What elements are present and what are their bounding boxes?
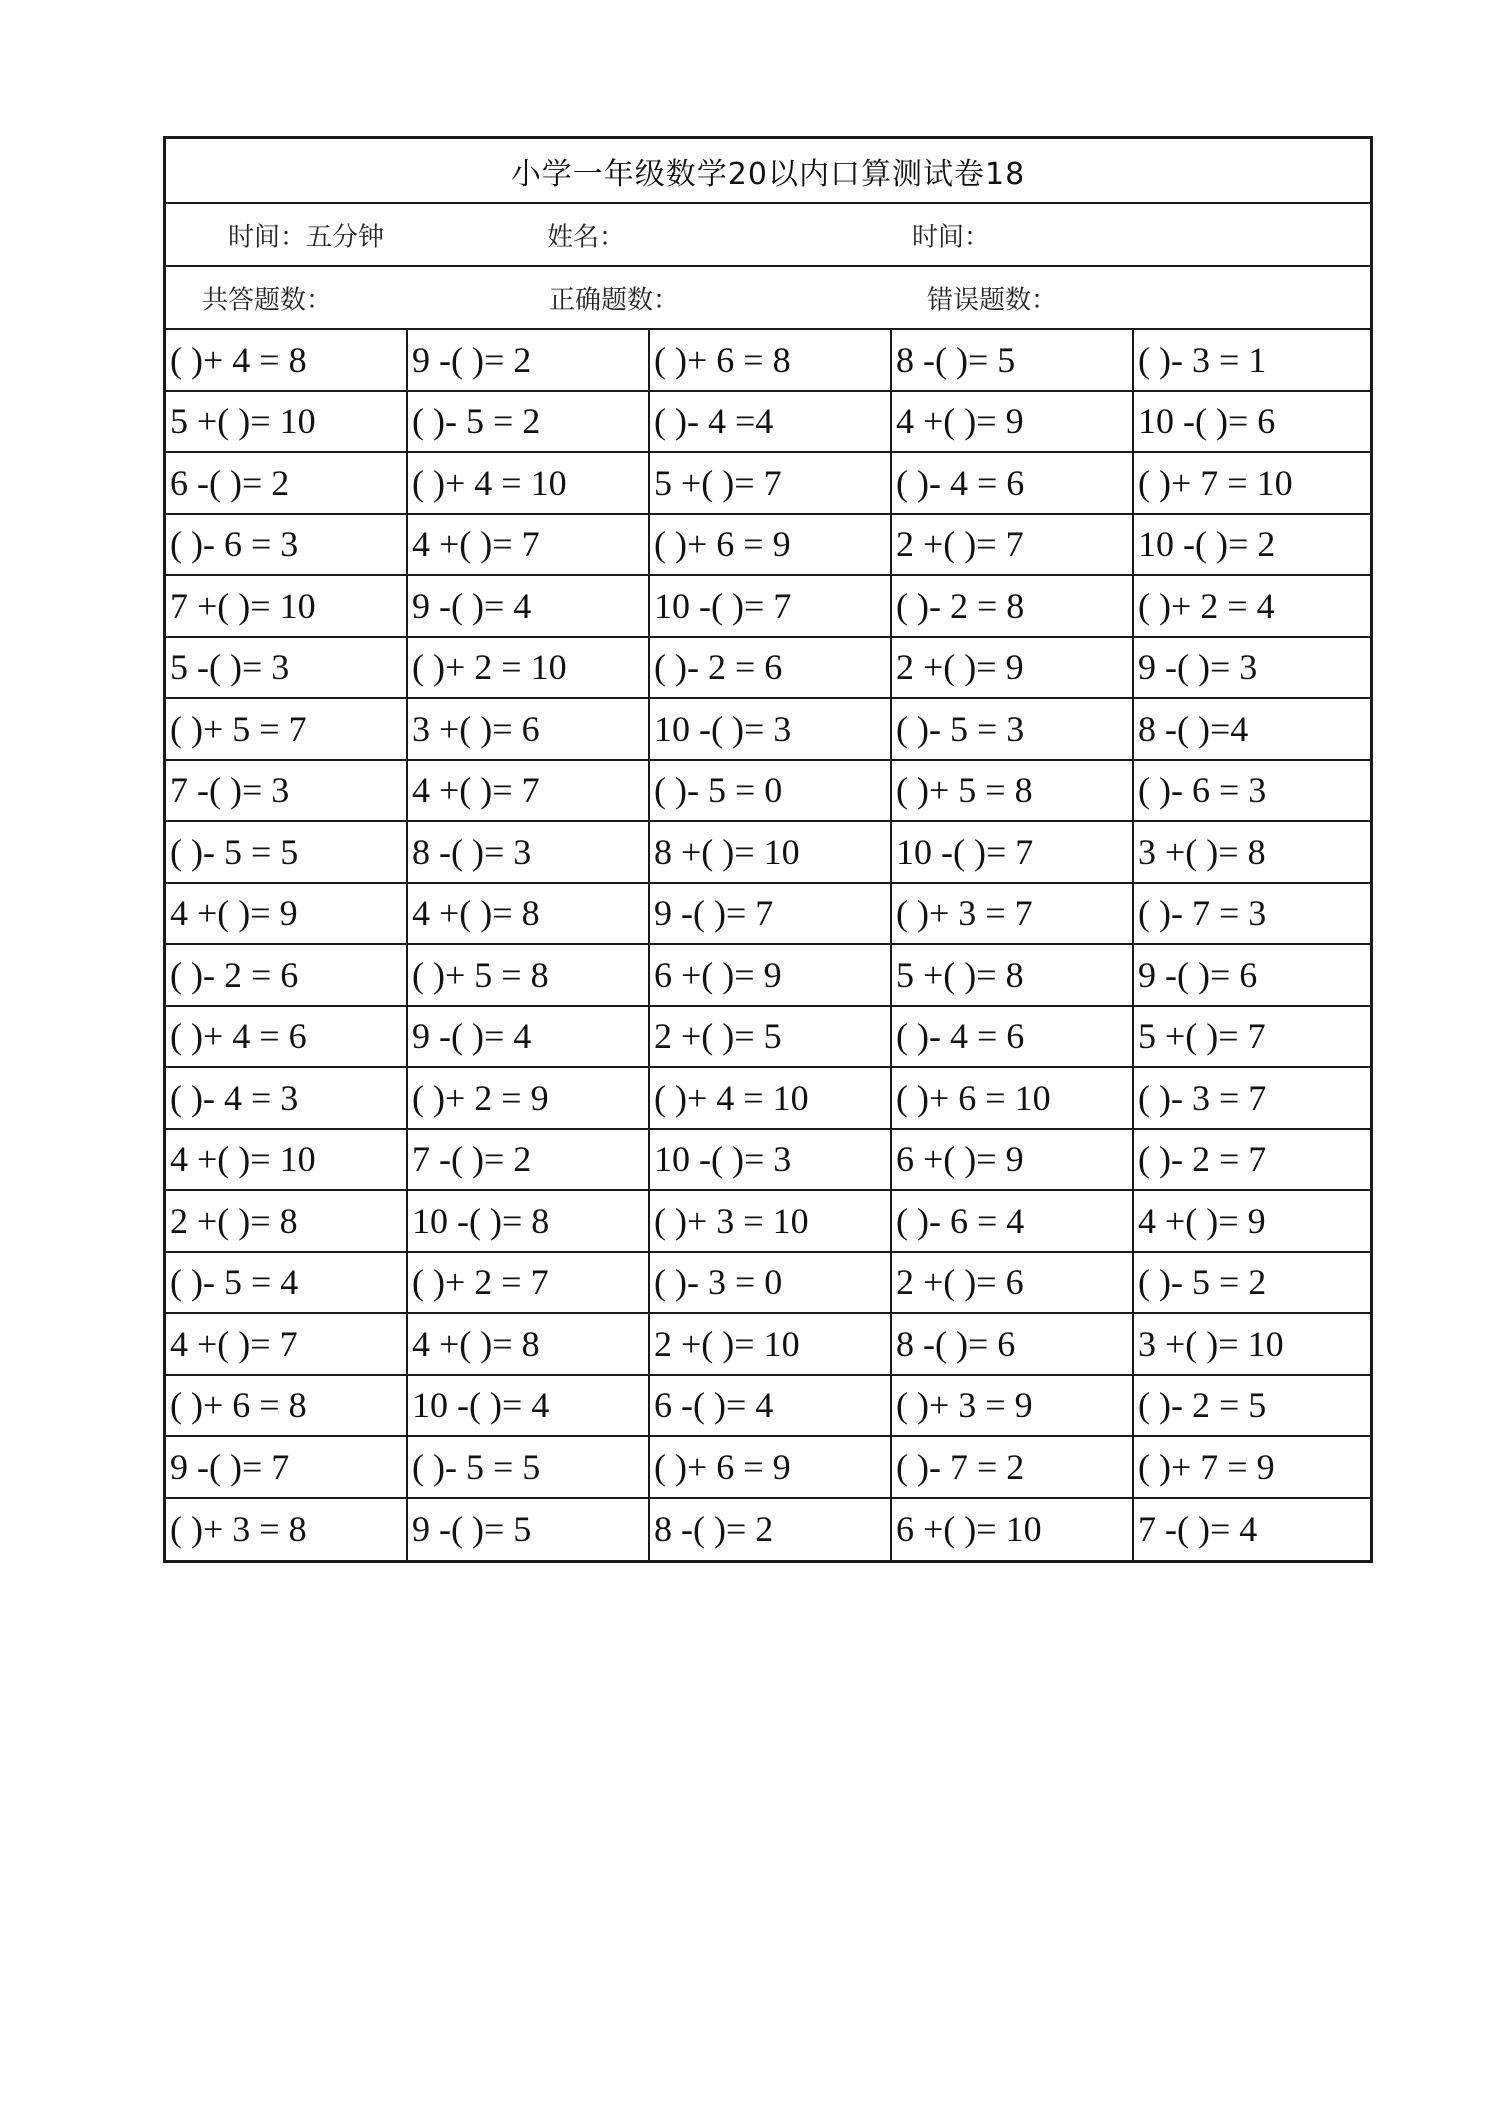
- problem-cell: ( )+ 2 = 10: [408, 638, 650, 700]
- problem-cell: ( )- 5 = 2: [1134, 1253, 1370, 1315]
- problem-cell: ( )- 5 = 3: [892, 699, 1134, 761]
- problem-cell: 8 +( )= 10: [650, 822, 892, 884]
- problem-cell: ( )+ 6 = 8: [650, 330, 892, 392]
- problem-cell: ( )- 5 = 5: [166, 822, 408, 884]
- problem-cell: ( )+ 6 = 10: [892, 1068, 1134, 1130]
- problem-cell: ( )+ 3 = 7: [892, 884, 1134, 946]
- problem-cell: 10 -( )= 4: [408, 1376, 650, 1438]
- problem-cell: ( )- 2 = 5: [1134, 1376, 1370, 1438]
- problem-cell: ( )+ 4 = 8: [166, 330, 408, 392]
- problem-cell: 10 -( )= 3: [650, 699, 892, 761]
- problem-cell: ( )- 4 = 3: [166, 1068, 408, 1130]
- problem-cell: 2 +( )= 7: [892, 515, 1134, 577]
- problem-cell: ( )- 6 = 4: [892, 1191, 1134, 1253]
- problem-cell: ( )+ 2 = 9: [408, 1068, 650, 1130]
- problem-cell: 8 -( )= 6: [892, 1314, 1134, 1376]
- problem-cell: 10 -( )= 7: [892, 822, 1134, 884]
- problem-cell: 4 +( )= 8: [408, 1314, 650, 1376]
- problem-cell: ( )+ 5 = 8: [408, 945, 650, 1007]
- info-row-time-name: [166, 204, 1370, 267]
- problem-cell: ( )- 2 = 8: [892, 576, 1134, 638]
- problem-cell: 4 +( )= 10: [166, 1130, 408, 1192]
- problem-cell: 2 +( )= 10: [650, 1314, 892, 1376]
- problem-cell: 9 -( )= 5: [408, 1499, 650, 1561]
- problem-cell: 3 +( )= 8: [1134, 822, 1370, 884]
- correct-count-label: 正确题数：: [549, 285, 680, 315]
- problem-cell: 5 +( )= 10: [166, 392, 408, 454]
- problem-cell: 4 +( )= 8: [408, 884, 650, 946]
- problem-cell: 7 -( )= 2: [408, 1130, 650, 1192]
- problem-cell: 9 -( )= 7: [650, 884, 892, 946]
- problem-cell: 6 -( )= 4: [650, 1376, 892, 1438]
- problem-cell: 10 -( )= 8: [408, 1191, 650, 1253]
- problem-cell: ( )- 4 =4: [650, 392, 892, 454]
- problem-cell: 4 +( )= 7: [408, 515, 650, 577]
- wrong-count-label: 错误题数：: [927, 285, 1058, 315]
- problem-cell: ( )- 4 = 6: [892, 453, 1134, 515]
- problem-cell: 8 -( )=4: [1134, 699, 1370, 761]
- problem-cell: ( )- 4 = 6: [892, 1007, 1134, 1069]
- problem-cell: ( )+ 4 = 10: [650, 1068, 892, 1130]
- problem-cell: ( )+ 4 = 6: [166, 1007, 408, 1069]
- problem-cell: ( )- 3 = 1: [1134, 330, 1370, 392]
- problem-cell: ( )+ 2 = 4: [1134, 576, 1370, 638]
- problem-cell: 10 -( )= 7: [650, 576, 892, 638]
- problem-cell: 8 -( )= 5: [892, 330, 1134, 392]
- problem-cell: ( )+ 7 = 9: [1134, 1437, 1370, 1499]
- worksheet-title: [166, 139, 1370, 204]
- problem-cell: ( )- 6 = 3: [166, 515, 408, 577]
- problem-cell: ( )- 5 = 2: [408, 392, 650, 454]
- problem-cell: 5 +( )= 7: [650, 453, 892, 515]
- problem-cell: 5 -( )= 3: [166, 638, 408, 700]
- problem-cell: 3 +( )= 6: [408, 699, 650, 761]
- problem-cell: 7 +( )= 10: [166, 576, 408, 638]
- problem-cell: 6 +( )= 9: [650, 945, 892, 1007]
- problem-cell: 9 -( )= 2: [408, 330, 650, 392]
- problem-cell: ( )+ 6 = 8: [166, 1376, 408, 1438]
- problem-cell: 4 +( )= 9: [1134, 1191, 1370, 1253]
- problem-cell: 2 +( )= 5: [650, 1007, 892, 1069]
- problem-cell: ( )+ 5 = 8: [892, 761, 1134, 823]
- total-count-label: 共答题数：: [202, 285, 333, 315]
- time-limit-label: 时间：五分钟: [228, 222, 385, 252]
- problem-cell: 9 -( )= 6: [1134, 945, 1370, 1007]
- problem-cell: ( )+ 5 = 7: [166, 699, 408, 761]
- problem-cell: 5 +( )= 7: [1134, 1007, 1370, 1069]
- problem-cell: 4 +( )= 9: [892, 392, 1134, 454]
- problem-cell: ( )- 3 = 7: [1134, 1068, 1370, 1130]
- problem-cell: ( )- 2 = 7: [1134, 1130, 1370, 1192]
- problem-cell: 6 +( )= 10: [892, 1499, 1134, 1561]
- problem-cell: 5 +( )= 8: [892, 945, 1134, 1007]
- info-row-scores: [166, 267, 1370, 330]
- problem-cell: ( )+ 3 = 9: [892, 1376, 1134, 1438]
- problem-cell: 9 -( )= 4: [408, 1007, 650, 1069]
- problem-cell: 7 -( )= 4: [1138, 1509, 1258, 1550]
- problem-cell: ( )- 5 = 4: [166, 1253, 408, 1315]
- worksheet-table: [163, 136, 1373, 1563]
- problem-cell: 10 -( )= 6: [1134, 392, 1370, 454]
- problem-cell: 2 +( )= 9: [892, 638, 1134, 700]
- problem-cell: ( )- 2 = 6: [166, 945, 408, 1007]
- problem-grid: [166, 330, 1370, 1560]
- problem-cell: ( )+ 6 = 9: [650, 515, 892, 577]
- problem-cell: 10 -( )= 2: [1134, 515, 1370, 577]
- problem-cell: ( )- 5 = 0: [650, 761, 892, 823]
- title-text: 小学一年级数学20以内口算测试卷18: [510, 156, 1026, 192]
- problem-cell: ( )- 5 = 5: [408, 1437, 650, 1499]
- problem-cell: 9 -( )= 4: [408, 576, 650, 638]
- problem-cell: 2 +( )= 6: [892, 1253, 1134, 1315]
- problem-cell: ( )- 7 = 2: [892, 1437, 1134, 1499]
- problem-cell: 4 +( )= 7: [408, 761, 650, 823]
- problem-cell: 8 -( )= 3: [408, 822, 650, 884]
- problem-cell: 10 -( )= 3: [650, 1130, 892, 1192]
- problem-cell: 6 +( )= 9: [892, 1130, 1134, 1192]
- problem-cell: 3 +( )= 10: [1134, 1314, 1370, 1376]
- problem-cell: ( )+ 3 = 8: [166, 1499, 408, 1561]
- problem-cell: 4 +( )= 9: [166, 884, 408, 946]
- problem-cell: 4 +( )= 7: [166, 1314, 408, 1376]
- problem-cell: ( )+ 7 = 10: [1134, 453, 1370, 515]
- problem-cell: 2 +( )= 8: [166, 1191, 408, 1253]
- problem-cell: 9 -( )= 7: [166, 1437, 408, 1499]
- problem-cell: ( )+ 3 = 10: [650, 1191, 892, 1253]
- problem-cell: ( )- 6 = 3: [1134, 761, 1370, 823]
- time-label: 时间：: [912, 222, 991, 252]
- problem-cell: ( )- 2 = 6: [650, 638, 892, 700]
- problem-cell: 9 -( )= 3: [1134, 638, 1370, 700]
- problem-cell: ( )+ 2 = 7: [408, 1253, 650, 1315]
- problem-cell: 7 -( )= 3: [166, 761, 408, 823]
- problem-cell: ( )- 7 = 3: [1134, 884, 1370, 946]
- problem-cell: ( )- 3 = 0: [650, 1253, 892, 1315]
- name-label: 姓名：: [547, 222, 626, 252]
- problem-cell: ( )+ 6 = 9: [650, 1437, 892, 1499]
- problem-cell: 8 -( )= 2: [650, 1499, 892, 1561]
- problem-cell: ( )+ 4 = 10: [408, 453, 650, 515]
- problem-cell: 6 -( )= 2: [166, 453, 408, 515]
